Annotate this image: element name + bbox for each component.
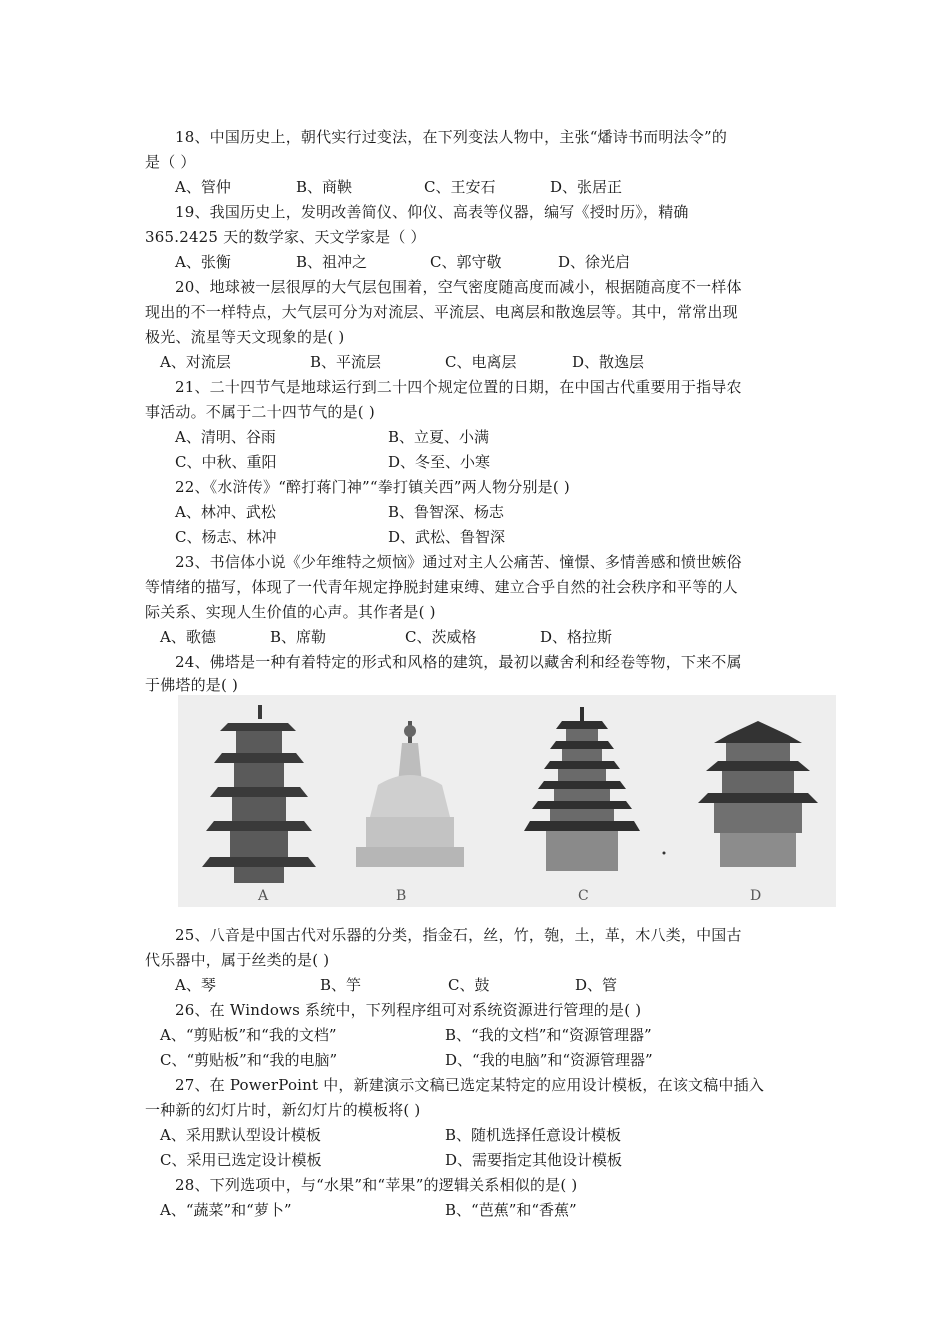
pagoda-label-c: C: [578, 888, 589, 904]
q27-option-d: D、需要指定其他设计模板: [445, 1151, 623, 1169]
q22-option-c: C、杨志、林冲: [175, 528, 277, 546]
q20-stem-line1: 20、地球被一层很厚的大气层包围着，空气密度随高度而减小，根据随高度不一样体: [175, 278, 742, 296]
q18-stem-line1: 18、中国历史上，朝代实行过变法，在下列变法人物中，主张“燔诗书而明法令”的: [175, 128, 728, 146]
q28-stem-line1: 28、下列选项中，与“水果”和“苹果”的逻辑关系相似的是( ): [175, 1176, 578, 1194]
pagoda-label-b: B: [396, 888, 407, 904]
q27-option-a: A、采用默认型设计模板: [160, 1126, 321, 1144]
q27-stem-line2: 一种新的幻灯片时，新幻灯片的模板将( ): [145, 1101, 421, 1119]
q27-option-c: C、采用已选定设计模板: [160, 1151, 322, 1169]
pagoda-photo: [178, 695, 836, 907]
q22-option-a: A、林冲、武松: [175, 503, 276, 521]
pagoda-label-a: A: [258, 888, 269, 904]
q20-stem-line2: 现出的不一样特点，大气层可分为对流层、平流层、电离层和散逸层等。其中，常常出现: [145, 303, 738, 321]
q27-stem-line1: 27、在 PowerPoint 中，新建演示文稿已选定某特定的应用设计模板，在该文稿中插入: [175, 1076, 765, 1094]
q23-option-a: A、歌德: [160, 628, 216, 646]
q24-stem-line1: 24、佛塔是一种有着特定的形式和风格的建筑，最初以藏舍利和经卷等物，下来不属: [175, 653, 742, 671]
q19-option-b: B、祖冲之: [296, 253, 368, 271]
q20-option-b: B、平流层: [310, 353, 382, 371]
q20-option-a: A、对流层: [160, 353, 231, 371]
q19-stem-line2: 365.2425 天的数学家、天文学家是（ ）: [145, 228, 426, 246]
q18-option-a: A、管仲: [175, 178, 231, 196]
q27-option-b: B、随机选择任意设计模板: [445, 1126, 622, 1144]
q20-option-d: D、散逸层: [572, 353, 645, 371]
q28-option-b: B、“芭蕉”和“香蕉”: [445, 1201, 577, 1219]
q23-stem-line1: 23、书信体小说《少年维特之烦恼》通过对主人公痛苦、憧憬、多情善感和愤世嫉俗: [175, 553, 742, 571]
q20-option-c: C、电离层: [445, 353, 517, 371]
q25-stem-line2: 代乐器中，属于丝类的是( ): [145, 951, 330, 969]
q25-option-b: B、竽: [320, 976, 362, 994]
q18-option-c: C、王安石: [424, 178, 496, 196]
q23-option-b: B、席勒: [270, 628, 327, 646]
q18-option-d: D、张居正: [550, 178, 623, 196]
q21-option-d: D、冬至、小寒: [388, 453, 491, 471]
q26-option-c: C、“剪贴板”和“我的电脑”: [160, 1051, 338, 1069]
q26-option-a: A、“剪贴板”和“我的文档”: [160, 1026, 337, 1044]
q21-stem-line2: 事活动。不属于二十四节气的是( ): [145, 403, 375, 421]
pagoda-label-d: D: [750, 888, 762, 904]
q25-option-c: C、鼓: [448, 976, 490, 994]
q22-option-d: D、武松、鲁智深: [388, 528, 506, 546]
q25-stem-line1: 25、八音是中国古代对乐器的分类，指金石，丝，竹，匏，土，革，木八类，中国古: [175, 926, 742, 944]
q25-option-a: A、琴: [175, 976, 216, 994]
q21-option-a: A、清明、谷雨: [175, 428, 276, 446]
q21-option-b: B、立夏、小满: [388, 428, 490, 446]
q22-option-b: B、鲁智深、杨志: [388, 503, 505, 521]
q23-option-d: D、格拉斯: [540, 628, 613, 646]
q26-stem-line1: 26、在 Windows 系统中，下列程序组可对系统资源进行管理的是( ): [175, 1001, 642, 1019]
q18-option-b: B、商鞅: [296, 178, 353, 196]
q21-option-c: C、中秋、重阳: [175, 453, 277, 471]
q23-option-c: C、茨威格: [405, 628, 477, 646]
q19-option-c: C、郭守敬: [430, 253, 502, 271]
q28-option-a: A、“蔬菜”和“萝卜”: [160, 1201, 292, 1219]
q26-option-d: D、“我的电脑”和“资源管理器”: [445, 1051, 653, 1069]
q19-stem-line1: 19、我国历史上，发明改善简仪、仰仪、高表等仪器，编写《授时历》，精确: [175, 203, 689, 221]
q22-stem-line1: 22、《水浒传》“醉打蒋门神”“拳打镇关西”两人物分别是( ): [175, 478, 570, 496]
q19-option-d: D、徐光启: [558, 253, 631, 271]
q25-option-d: D、管: [575, 976, 618, 994]
q26-option-b: B、“我的文档”和“资源管理器”: [445, 1026, 652, 1044]
q18-stem-line2: 是（ ）: [145, 153, 196, 171]
q19-option-a: A、张衡: [175, 253, 231, 271]
q24-stem-line2: 于佛塔的是( ): [145, 676, 239, 694]
q23-stem-line3: 际关系、实现人生价值的心声。其作者是( ): [145, 603, 436, 621]
q21-stem-line1: 21、二十四节气是地球运行到二十四个规定位置的日期，在中国古代重要用于指导农: [175, 378, 742, 396]
q20-stem-line3: 极光、流星等天文现象的是( ): [145, 328, 345, 346]
q23-stem-line2: 等情绪的描写，体现了一代青年规定挣脱封建束缚、建立合乎自然的社会秩序和平等的人: [145, 578, 738, 596]
